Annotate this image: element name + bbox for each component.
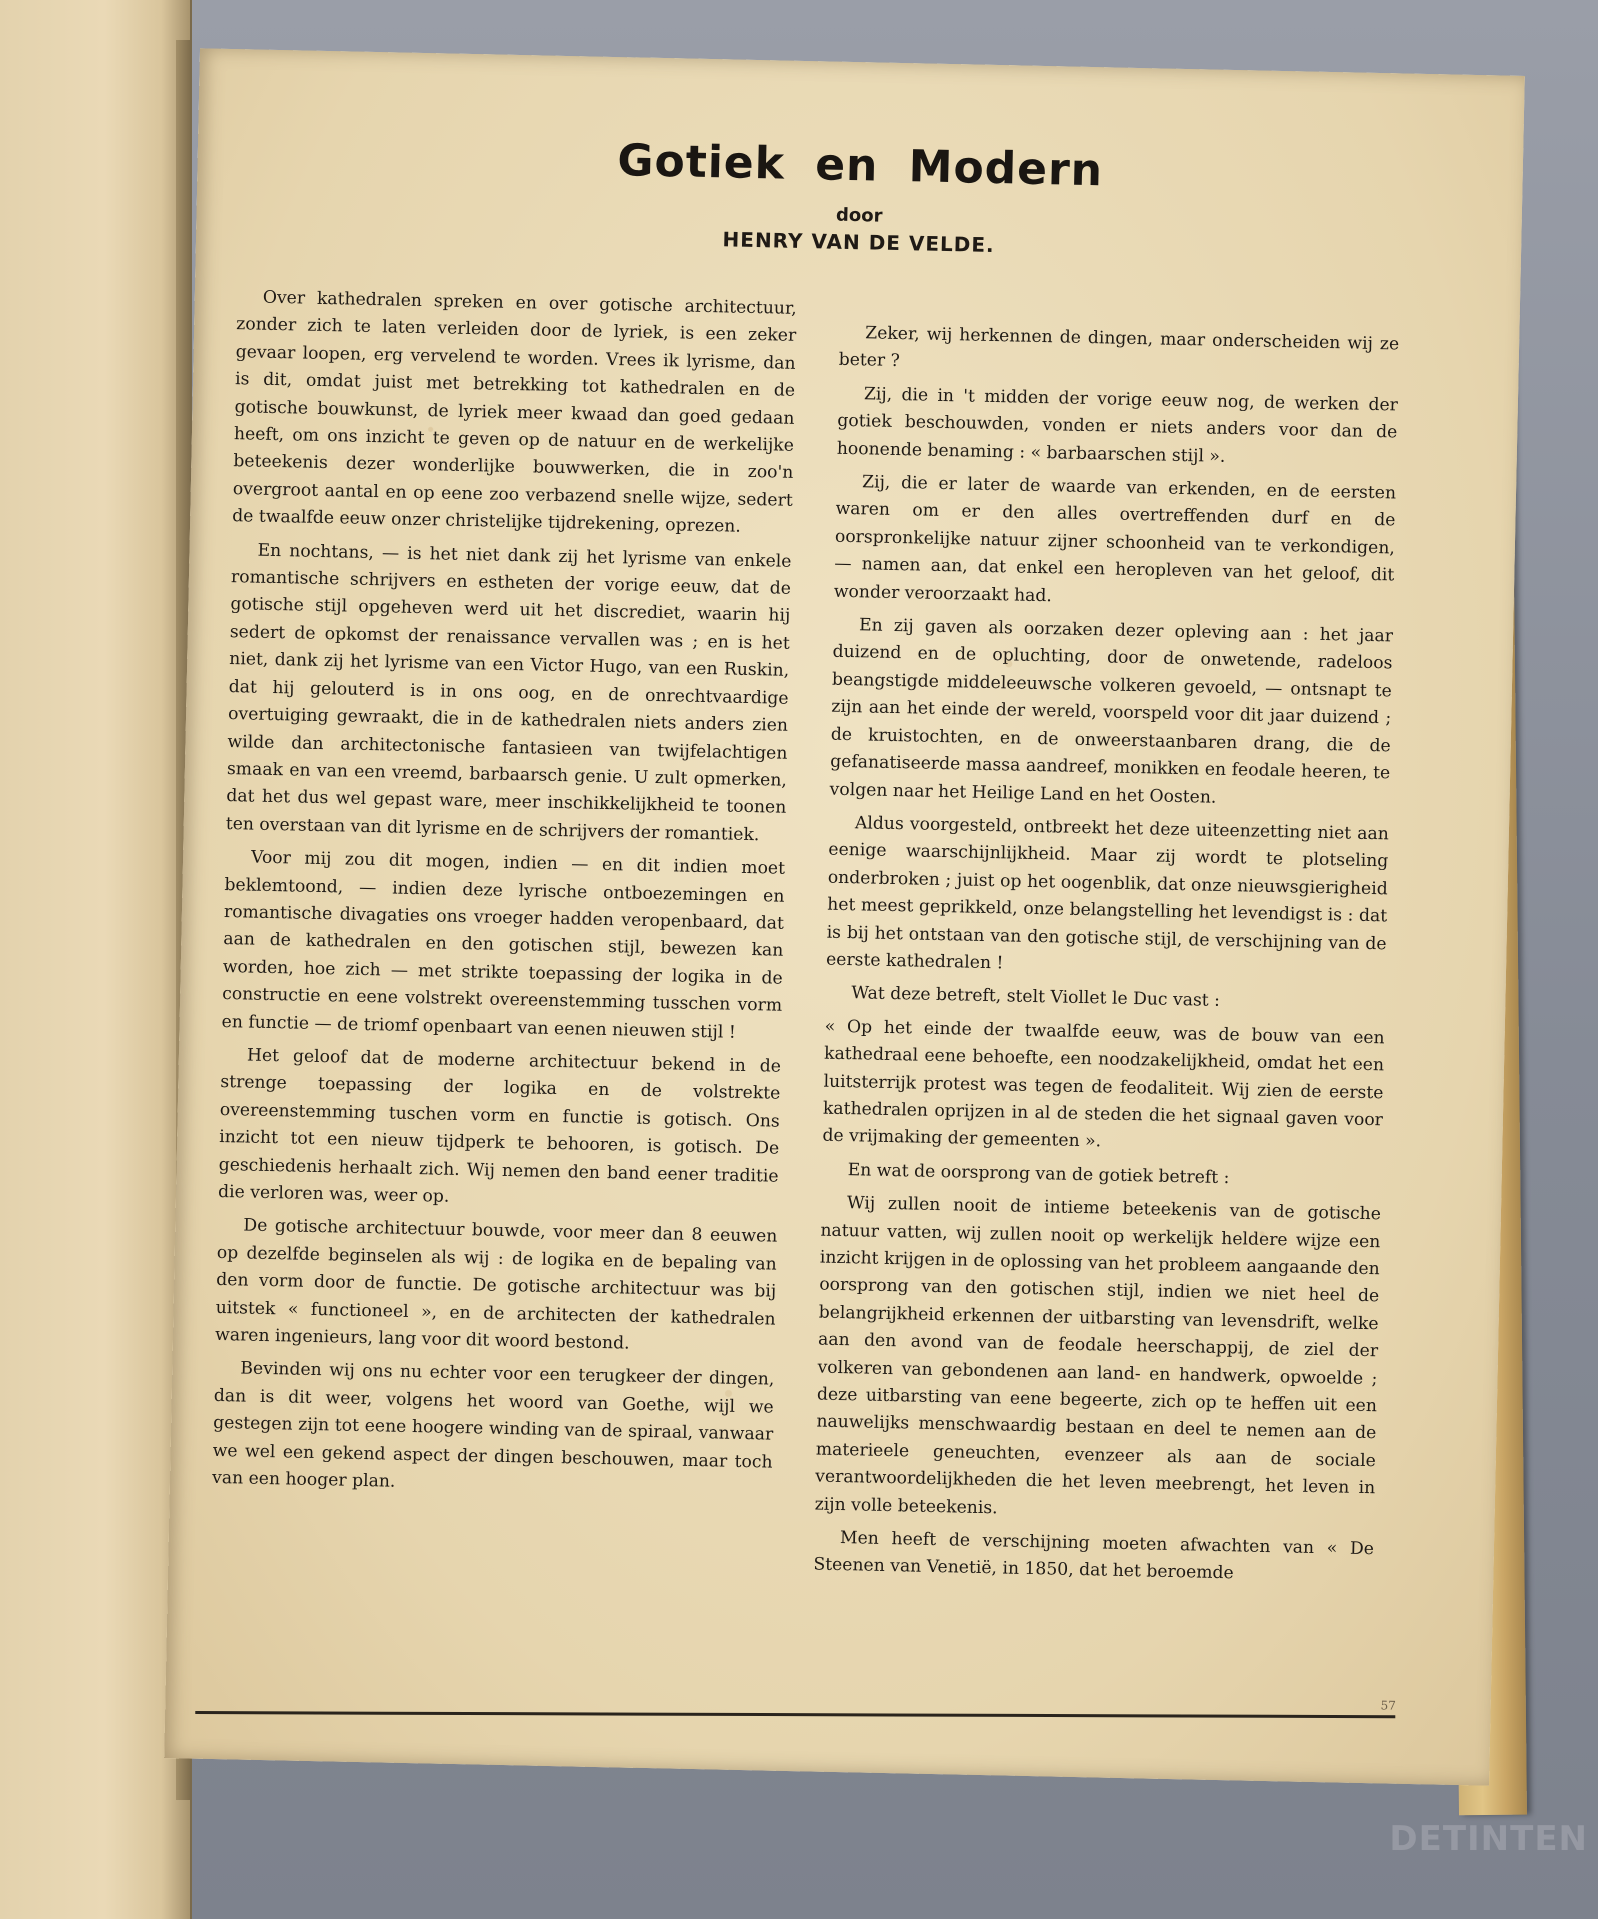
- footer-rule: [195, 1711, 1395, 1718]
- paragraph: Wij zullen nooit de intieme beteekenis van de gotische natuur vatten, wij zullen nooit op werkelijk heldere wijze een inzicht krijgen in de oplossing van het probleem aangaande den oorsprong van den gotischen stijl, indien we niet heel de belangrijkheid erkennen der uitbarsting van levensdrift, welke aan den avond van de feodale heerschappij, de ziel der volkeren van gebondenen aan land- en handwerk, opwoelde ; deze uitbarsting van eene begeerte, zich op te heffen uit een nauwelijks menschwaardig bestaan en deel te nemen aan de materieele geneuchten, evenzeer als aan de sociale verantwoordelijkheden die het leven meebrengt, het leven in zijn volle beteekenis.: [814, 1193, 1382, 1518]
- title-block: [196, 126, 1523, 268]
- paragraph: Aldus voorgesteld, ontbreekt het deze uiteenzetting niet aan eenige waarschijnlijkheid. Maar zij wordt te plotseling onderbroken ; juist op het oogenblik, dat onze nieuwsgierigheid het meest geprikkeld, onze belangstelling het levendigst is : dat is bij het ontstaan van den gotische stijl, de verschijning van de eerste kathedralen !: [825, 813, 1390, 974]
- author-name: HENRY VAN DE VELDE.: [722, 227, 995, 257]
- paragraph: En wat de oorsprong van de gotiek betreft :: [847, 1159, 1230, 1188]
- book-page: [164, 48, 1525, 1785]
- quotation: « Op het einde der twaalfde eeuw, was de bouw van een kathedraal eene behoefte, een noodzakelijkheid, omdat het een luitsterrijk protest was tegen de feodaliteit. Wij zien de eerste kathedralen oprijzen in al de steden die het signaal gaven voor de vrijmaking der gemeenten ».: [822, 1016, 1385, 1152]
- paragraph: Het geloof dat de moderne architectuur bekend in de strenge toepassing der logika en de volstrekte overeenstemming tuschen vorm en functie is gotisch. Ons inzicht tot een nieuw tijdperk te behooren, is gotisch. De geschiedenis herhaalt zich. Wij nemen den band eener traditie die verloren was, weer op.: [217, 1045, 782, 1207]
- paragraph: Wat deze betreft, stelt Viollet le Duc vast :: [851, 983, 1221, 1012]
- left-page-edge: [0, 0, 192, 1919]
- paragraph: Zeker, wij herkennen de dingen, maar onderscheiden wij ze beter ?: [838, 323, 1400, 372]
- paragraph: Voor mij zou dit mogen, indien — en dit indien moet beklemtoond, — indien deze lyrische ontboezemingen en romantische divagaties ons vroeger hadden veropenbaard, dat aan de kathedralen en den gotischen stijl, bewezen kan worden, hoe zich — met strikte toepassing der logika in de constructie en eene volstrekt overeenstemming tusschen vorm en functie — de triomf openbaart van eenen nieuwen stijl !: [221, 847, 786, 1043]
- page-number: 57: [1380, 1698, 1397, 1713]
- paragraph: De gotische architectuur bouwde, voor meer dan 8 eeuwen op dezelfde beginselen als wij : de logika en de bepaling van den vorm door de functie. De gotische architectuur was bij uitstek « functioneel », en de architecten der kathedralen waren ingenieurs, lang voor dit woord bestond.: [214, 1215, 778, 1354]
- paragraph: Over kathedralen spreken en over gotische architectuur, zonder zich te laten verleiden door de lyriek, is een zeker gevaar loopen, erg vervelend te worden. Vrees ik lyrisme, dan is dit, omdat juist met betrekking tot kathedralen en de gotische bouwkunst, de lyriek meer kwaad dan goed gedaan heeft, om ons inzicht te geven op de natuur en de werkelijke beteekenis dezer wonderlijke bouwwerken, die in zoo'n overgroot aantal en op eene zoo verbazend snelle wijze, sedert de twaalfde eeuw onzer christelijke tijdrekening, oprezen.: [232, 287, 797, 537]
- paragraph: Zij, die in 't midden der vorige eeuw nog, de werken der gotiek beschouwden, vonden er niets anders voor dan de hoonende benaming : « barbaarschen stijl ».: [836, 384, 1399, 467]
- paragraph: Zij, die er later de waarde van erkenden, en de eersten waren om er den alles overtreffenden durf en de oorspronkelijke natuur zijner schoonheid van te verkondigen, — namen aan, dat enkel een heropleven van het geloof, dit wonder veroorzaakt had.: [833, 472, 1397, 606]
- paragraph: En zij gaven als oorzaken dezer opleving aan : het jaar duizend en de opluchting, door de onwetende, radeloos beangstigde middeleeuwsche volkeren gevoeld, — ontsnapt te zijn aan het einde der wereld, voorspeld voor dit jaar duizend ; de kruistochten, en de onweerstaanbaren drang, die de gefanatiseerde massa aandreef, monikken en feodale heeren, te volgen naar het Heilige Land en het Oosten.: [829, 615, 1394, 808]
- article-title: Gotiek en Modern: [616, 135, 1104, 197]
- right-column: [813, 320, 1399, 1597]
- paragraph: En nochtans, — is het niet dank zij het lyrisme van enkele romantische schrijvers en estheten der vorige eeuw, dat de gotische stijl opgeheven werd uit het discrediet, waarin hij sedert de opkomst der renaissance vervallen was ; en is het niet, dank zij het lyrisme van een Victor Hugo, van een Ruskin, dat hij gelouterd is in ons oog, en de onrechtvaardige overtuiging gewraakt, die in de kathedralen niets anders zien wilde dan architectonische fantasieen van twijfelachtigen smaak en van een vreemd, barbaarsch genie. U zult opmerken, dat het dus wel gepast ware, meer inschikkelijkheid te toonen ten overstaan van dit lyrisme en de schrijvers der romantiek.: [225, 540, 792, 845]
- byline-prefix: door: [835, 204, 883, 227]
- paragraph: Bevinden wij ons nu echter voor een terugkeer der dingen, dan is dit weer, volgens het woord van Goethe, wijl we gestegen zijn tot eene hoogere winding van de spiraal, vanwaar we wel een gekend aspect der dingen beschouwen, maar toch van een hooger plan.: [211, 1358, 775, 1492]
- left-column: [212, 284, 797, 1510]
- paragraph: Men heeft de verschijning moeten afwachten van « De Steenen van Venetië, in 1850, dat het beroemde: [813, 1528, 1375, 1584]
- watermark-logo: DETINTEN: [1389, 1819, 1588, 1859]
